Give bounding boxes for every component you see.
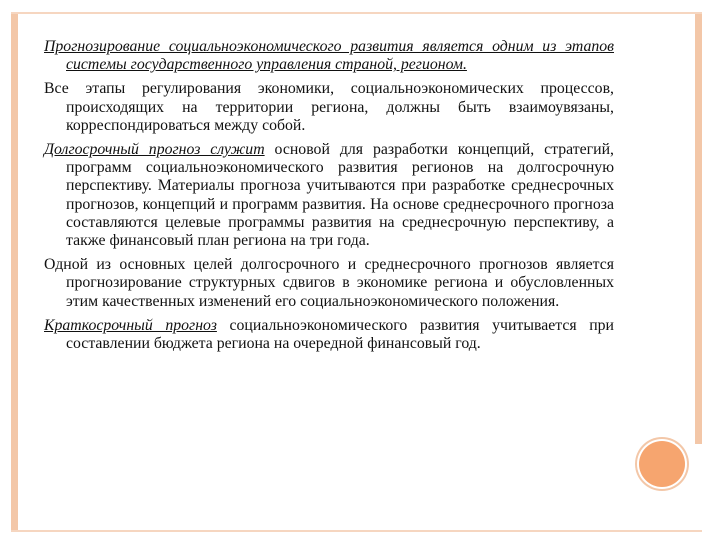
slide-content bbox=[44, 38, 614, 359]
paragraph-long-term-forecast bbox=[44, 141, 614, 250]
paragraph-short-term-forecast bbox=[44, 317, 614, 353]
long-term-forecast-term: Долгосрочный прогноз служит bbox=[44, 141, 265, 159]
short-term-forecast-text: социальноэкономического развития учитывается при составлении бюджета региона на очередной финансовый год. bbox=[66, 316, 614, 353]
slide-frame-right-bar bbox=[695, 12, 702, 444]
slide-frame-top-line bbox=[11, 12, 702, 14]
long-term-forecast-text: основой для разработки концепций, стратегий, программ социальноэкономического развития регионов на долгосрочную перспективу. Материалы прогноза учитываются при разработке среднесрочных прогнозов, концепций и программ развития. На основе среднесрочного прогноза составляются целевые программы развития на среднесрочную перспективу, а также финансовый план региона на три года. bbox=[66, 141, 614, 250]
decorative-circle bbox=[639, 441, 685, 487]
slide-frame-left-bar bbox=[11, 12, 18, 532]
paragraph-intro: Прогнозирование социальноэкономического развития является одним из этапов системы государственного управления страной, регионом. bbox=[44, 38, 614, 74]
paragraph-goals: Одной из основных целей долгосрочного и среднесрочного прогнозов является прогнозирование структурных сдвигов в экономике региона и обусловленных этим качественных изменений его социальноэкономического положения. bbox=[44, 256, 614, 310]
paragraph-regulation: Все этапы регулирования экономики, социальноэкономических процессов, происходящих на территории региона, должны быть взаимоувязаны, корреспондироваться между собой. bbox=[44, 80, 614, 134]
slide-frame-bottom-line bbox=[11, 530, 702, 532]
short-term-forecast-term: Краткосрочный прогноз bbox=[44, 316, 217, 334]
